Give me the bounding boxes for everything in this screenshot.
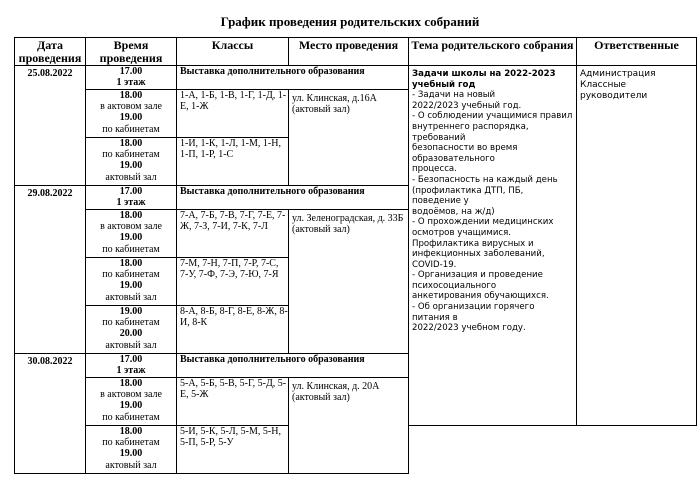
header-classes: Классы — [177, 38, 289, 66]
header-row — [15, 38, 697, 66]
classes-cell: 7-А, 7-Б, 7-В, 7-Г, 7-Е, 7-Ж, 7-З, 7-И, 7-К, 7-Л — [177, 210, 289, 258]
classes-cell: 5-А, 5-Б, 5-В, 5-Г, 5-Д, 5-Е, 5-Ж — [177, 378, 289, 426]
date-cell: 25.08.2022 — [15, 66, 86, 186]
responsible-cell: Администрация Классные руководители — [577, 66, 697, 426]
header-place: Место проведения — [289, 38, 409, 66]
topic-cell: Задачи школы на 2022-2023 учебный год - Задачи на новый 2022/2023 учебный год. - О соблюдении учащимися правил внутреннего распорядка, требований безопасности во время образовательного процесса. - Безопасность на каждый день (профилактика ДТП, ПБ, поведение у водоёмов, на ж/д) - О прохождении медицинских осмотров учащимися. Профилактика вирусных и инфекционных заболеваний, COVID-19. - Организация и проведение психосоциального анкетирования обучающихся. - Об организации горячего питания в 2022/2023 учебном году. — [409, 66, 577, 426]
time-cell: 17.00 1 этаж — [86, 66, 177, 90]
classes-cell: 7-М, 7-Н, 7-П, 7-Р, 7-С, 7-У, 7-Ф, 7-Э, 7-Ю, 7-Я — [177, 258, 289, 306]
classes-cell: 1-А, 1-Б, 1-В, 1-Г, 1-Д, 1-Е, 1-Ж — [177, 90, 289, 138]
time-cell: 18.00 в актовом зале 19.00 по кабинетам — [86, 90, 177, 138]
time-cell: 17.00 1 этаж — [86, 354, 177, 378]
classes-cell: 8-А, 8-Б, 8-Г, 8-Е, 8-Ж, 8-И, 8-К — [177, 306, 289, 354]
time-cell: 18.00 по кабинетам 19.00 актовый зал — [86, 426, 177, 474]
exhibition-cell: Выставка дополнительного образования — [177, 186, 409, 210]
time-cell: 18.00 по кабинетам 19.00 актовый зал — [86, 258, 177, 306]
time-cell: 18.00 по кабинетам 19.00 актовый зал — [86, 138, 177, 186]
date-cell: 30.08.2022 — [15, 354, 86, 474]
header-date: Дата проведения — [15, 38, 86, 66]
time-cell: 18.00 в актовом зале 19.00 по кабинетам — [86, 210, 177, 258]
schedule-table — [14, 37, 697, 474]
header-time: Время проведения — [86, 38, 177, 66]
place-cell: ул. Клинская, д.16А (актовый зал) — [289, 90, 409, 186]
page-title: График проведения родительских собраний — [220, 14, 480, 29]
place-cell: ул. Зеленоградская, д. 33Б (актовый зал) — [289, 210, 409, 354]
exhibition-cell: Выставка дополнительного образования — [177, 66, 409, 90]
header-topic: Тема родительского собрания — [409, 38, 577, 66]
time-cell: 18.00 в актовом зале 19.00 по кабинетам — [86, 378, 177, 426]
header-responsible: Ответственные — [577, 38, 697, 66]
exhibition-cell: Выставка дополнительного образования — [177, 354, 409, 378]
table-row — [15, 66, 697, 90]
place-cell: ул. Клинская, д. 20А (актовый зал) — [289, 378, 409, 474]
classes-cell: 1-И, 1-К, 1-Л, 1-М, 1-Н, 1-П, 1-Р, 1-С — [177, 138, 289, 186]
date-cell: 29.08.2022 — [15, 186, 86, 354]
classes-cell: 5-И, 5-К, 5-Л, 5-М, 5-Н, 5-П, 5-Р, 5-У — [177, 426, 289, 474]
topic-heading: Задачи школы на 2022-2023 учебный год — [412, 69, 556, 90]
time-cell: 19.00 по кабинетам 20.00 актовый зал — [86, 306, 177, 354]
time-cell: 17.00 1 этаж — [86, 186, 177, 210]
